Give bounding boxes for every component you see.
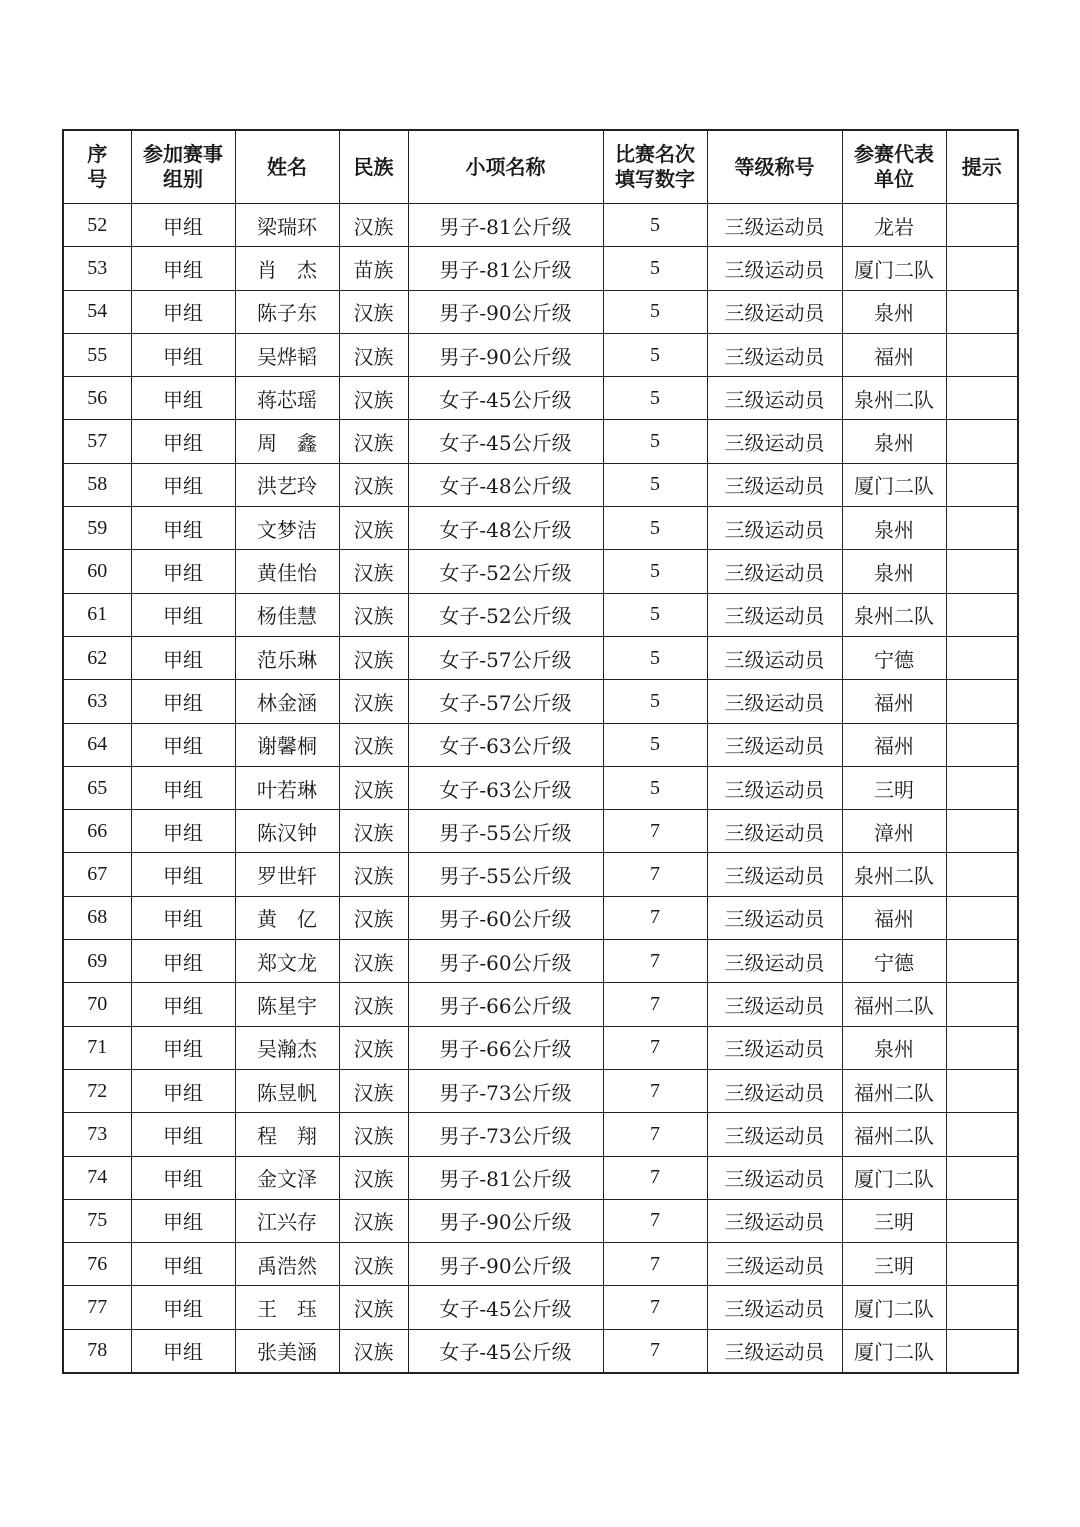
cell-rank: 7 [603,1286,707,1329]
cell-group: 甲组 [131,680,235,723]
cell-event: 男子-90公斤级 [408,333,603,376]
cell-note [946,983,1018,1026]
cell-grade: 三级运动员 [707,983,842,1026]
cell-rank: 5 [603,463,707,506]
cell-event: 女子-63公斤级 [408,723,603,766]
cell-rank: 7 [603,896,707,939]
cell-group: 甲组 [131,723,235,766]
cell-unit: 泉州二队 [842,377,946,420]
cell-ethnicity: 汉族 [339,680,408,723]
cell-unit: 泉州 [842,290,946,333]
cell-rank: 5 [603,420,707,463]
cell-unit: 泉州 [842,1026,946,1069]
cell-name: 周 鑫 [235,420,339,463]
cell-name: 黄 亿 [235,896,339,939]
cell-group: 甲组 [131,247,235,290]
cell-note [946,723,1018,766]
cell-unit: 厦门二队 [842,1286,946,1329]
cell-group: 甲组 [131,507,235,550]
cell-ethnicity: 苗族 [339,247,408,290]
cell-unit: 福州 [842,333,946,376]
cell-event: 女子-57公斤级 [408,636,603,679]
table-row [63,420,1018,463]
cell-rank: 5 [603,550,707,593]
col-header-rank: 比赛名次 填写数字 [603,130,707,204]
cell-index: 63 [63,680,131,723]
cell-name: 王 珏 [235,1286,339,1329]
cell-group: 甲组 [131,636,235,679]
cell-note [946,896,1018,939]
cell-grade: 三级运动员 [707,420,842,463]
cell-rank: 5 [603,680,707,723]
col-header-unit: 参赛代表 单位 [842,130,946,204]
cell-note [946,1113,1018,1156]
cell-rank: 5 [603,290,707,333]
cell-unit: 宁德 [842,940,946,983]
cell-grade: 三级运动员 [707,1329,842,1373]
table-row [63,377,1018,420]
cell-unit: 泉州 [842,507,946,550]
cell-group: 甲组 [131,940,235,983]
cell-event: 男子-81公斤级 [408,1156,603,1199]
cell-group: 甲组 [131,204,235,247]
cell-grade: 三级运动员 [707,723,842,766]
cell-unit: 厦门二队 [842,1156,946,1199]
cell-ethnicity: 汉族 [339,810,408,853]
cell-grade: 三级运动员 [707,507,842,550]
cell-rank: 7 [603,1156,707,1199]
cell-note [946,247,1018,290]
cell-index: 60 [63,550,131,593]
cell-rank: 5 [603,723,707,766]
cell-ethnicity: 汉族 [339,1243,408,1286]
table-row [63,333,1018,376]
cell-ethnicity: 汉族 [339,766,408,809]
cell-group: 甲组 [131,810,235,853]
cell-ethnicity: 汉族 [339,463,408,506]
cell-index: 75 [63,1199,131,1242]
cell-ethnicity: 汉族 [339,853,408,896]
cell-group: 甲组 [131,1243,235,1286]
cell-note [946,1026,1018,1069]
cell-name: 金文泽 [235,1156,339,1199]
cell-event: 女子-52公斤级 [408,550,603,593]
cell-group: 甲组 [131,1156,235,1199]
cell-unit: 漳州 [842,810,946,853]
cell-event: 女子-45公斤级 [408,1286,603,1329]
cell-event: 女子-57公斤级 [408,680,603,723]
cell-grade: 三级运动员 [707,1069,842,1112]
cell-ethnicity: 汉族 [339,593,408,636]
table-row [63,1286,1018,1329]
cell-grade: 三级运动员 [707,1113,842,1156]
table-row [63,463,1018,506]
cell-ethnicity: 汉族 [339,1069,408,1112]
cell-event: 男子-73公斤级 [408,1069,603,1112]
cell-name: 罗世轩 [235,853,339,896]
cell-name: 谢馨桐 [235,723,339,766]
cell-rank: 7 [603,810,707,853]
cell-index: 67 [63,853,131,896]
cell-ethnicity: 汉族 [339,1286,408,1329]
cell-rank: 5 [603,507,707,550]
cell-index: 55 [63,333,131,376]
cell-grade: 三级运动员 [707,290,842,333]
cell-note [946,290,1018,333]
cell-ethnicity: 汉族 [339,1026,408,1069]
cell-index: 65 [63,766,131,809]
cell-note [946,766,1018,809]
cell-unit: 福州二队 [842,1113,946,1156]
cell-rank: 7 [603,1329,707,1373]
cell-index: 57 [63,420,131,463]
cell-unit: 福州 [842,896,946,939]
results-table [62,129,1019,1374]
cell-rank: 7 [603,1113,707,1156]
cell-ethnicity: 汉族 [339,333,408,376]
table-row [63,1329,1018,1373]
cell-grade: 三级运动员 [707,247,842,290]
cell-group: 甲组 [131,463,235,506]
cell-ethnicity: 汉族 [339,507,408,550]
cell-grade: 三级运动员 [707,550,842,593]
table-row [63,204,1018,247]
cell-index: 62 [63,636,131,679]
cell-unit: 泉州二队 [842,593,946,636]
cell-unit: 厦门二队 [842,463,946,506]
cell-note [946,593,1018,636]
cell-event: 男子-60公斤级 [408,896,603,939]
cell-name: 程 翔 [235,1113,339,1156]
cell-grade: 三级运动员 [707,766,842,809]
cell-rank: 7 [603,1243,707,1286]
cell-ethnicity: 汉族 [339,420,408,463]
cell-index: 78 [63,1329,131,1373]
cell-event: 女子-45公斤级 [408,1329,603,1373]
cell-name: 禹浩然 [235,1243,339,1286]
cell-grade: 三级运动员 [707,463,842,506]
cell-name: 吴瀚杰 [235,1026,339,1069]
cell-name: 张美涵 [235,1329,339,1373]
cell-index: 71 [63,1026,131,1069]
cell-index: 59 [63,507,131,550]
cell-ethnicity: 汉族 [339,636,408,679]
table-row [63,290,1018,333]
cell-grade: 三级运动员 [707,1243,842,1286]
cell-grade: 三级运动员 [707,810,842,853]
cell-index: 70 [63,983,131,1026]
cell-index: 73 [63,1113,131,1156]
col-header-grade: 等级称号 [707,130,842,204]
table-row [63,1156,1018,1199]
cell-group: 甲组 [131,1199,235,1242]
cell-event: 男子-66公斤级 [408,1026,603,1069]
cell-group: 甲组 [131,290,235,333]
table-row [63,723,1018,766]
cell-ethnicity: 汉族 [339,940,408,983]
cell-group: 甲组 [131,766,235,809]
table-row [63,507,1018,550]
cell-note [946,853,1018,896]
col-header-name: 姓名 [235,130,339,204]
cell-event: 男子-60公斤级 [408,940,603,983]
table-row [63,636,1018,679]
col-header-group: 参加赛事 组别 [131,130,235,204]
table-row [63,680,1018,723]
cell-ethnicity: 汉族 [339,1156,408,1199]
cell-grade: 三级运动员 [707,896,842,939]
cell-event: 男子-81公斤级 [408,247,603,290]
cell-name: 肖 杰 [235,247,339,290]
cell-index: 76 [63,1243,131,1286]
cell-name: 陈昱帆 [235,1069,339,1112]
cell-group: 甲组 [131,1026,235,1069]
cell-unit: 泉州 [842,420,946,463]
cell-name: 陈星宇 [235,983,339,1026]
cell-grade: 三级运动员 [707,593,842,636]
cell-name: 吴烨韬 [235,333,339,376]
cell-note [946,680,1018,723]
table-row [63,1199,1018,1242]
cell-name: 林金涵 [235,680,339,723]
cell-rank: 7 [603,1026,707,1069]
cell-rank: 7 [603,983,707,1026]
cell-group: 甲组 [131,853,235,896]
cell-name: 陈汉钟 [235,810,339,853]
cell-name: 范乐琳 [235,636,339,679]
cell-rank: 7 [603,1199,707,1242]
cell-event: 女子-52公斤级 [408,593,603,636]
table-row [63,940,1018,983]
cell-index: 54 [63,290,131,333]
cell-rank: 7 [603,853,707,896]
cell-grade: 三级运动员 [707,1026,842,1069]
cell-group: 甲组 [131,896,235,939]
cell-rank: 7 [603,1069,707,1112]
col-header-index: 序 号 [63,130,131,204]
cell-note [946,1329,1018,1373]
cell-note [946,1286,1018,1329]
cell-grade: 三级运动员 [707,204,842,247]
cell-index: 77 [63,1286,131,1329]
cell-unit: 福州 [842,680,946,723]
cell-index: 74 [63,1156,131,1199]
cell-group: 甲组 [131,1069,235,1112]
cell-group: 甲组 [131,593,235,636]
cell-unit: 厦门二队 [842,1329,946,1373]
cell-grade: 三级运动员 [707,940,842,983]
cell-event: 男子-90公斤级 [408,290,603,333]
cell-index: 58 [63,463,131,506]
cell-ethnicity: 汉族 [339,983,408,1026]
cell-rank: 5 [603,247,707,290]
cell-ethnicity: 汉族 [339,377,408,420]
cell-note [946,1069,1018,1112]
cell-name: 江兴存 [235,1199,339,1242]
cell-note [946,550,1018,593]
cell-ethnicity: 汉族 [339,1199,408,1242]
cell-note [946,1156,1018,1199]
cell-name: 陈子东 [235,290,339,333]
cell-ethnicity: 汉族 [339,1329,408,1373]
cell-index: 64 [63,723,131,766]
cell-unit: 厦门二队 [842,247,946,290]
cell-unit: 三明 [842,766,946,809]
cell-event: 男子-73公斤级 [408,1113,603,1156]
cell-grade: 三级运动员 [707,680,842,723]
cell-event: 女子-48公斤级 [408,463,603,506]
cell-rank: 5 [603,377,707,420]
cell-grade: 三级运动员 [707,636,842,679]
cell-group: 甲组 [131,1113,235,1156]
cell-ethnicity: 汉族 [339,1113,408,1156]
cell-name: 洪艺玲 [235,463,339,506]
cell-grade: 三级运动员 [707,1286,842,1329]
cell-note [946,463,1018,506]
cell-note [946,1243,1018,1286]
cell-index: 53 [63,247,131,290]
cell-grade: 三级运动员 [707,333,842,376]
cell-ethnicity: 汉族 [339,204,408,247]
cell-name: 梁瑞环 [235,204,339,247]
cell-name: 叶若琳 [235,766,339,809]
cell-grade: 三级运动员 [707,1199,842,1242]
table-row [63,593,1018,636]
cell-rank: 5 [603,593,707,636]
cell-index: 56 [63,377,131,420]
cell-rank: 5 [603,204,707,247]
cell-note [946,940,1018,983]
cell-unit: 龙岩 [842,204,946,247]
cell-event: 女子-48公斤级 [408,507,603,550]
cell-event: 男子-81公斤级 [408,204,603,247]
table-header-row [63,130,1018,204]
cell-group: 甲组 [131,333,235,376]
cell-event: 男子-90公斤级 [408,1199,603,1242]
cell-event: 女子-63公斤级 [408,766,603,809]
cell-unit: 福州二队 [842,1069,946,1112]
cell-group: 甲组 [131,983,235,1026]
cell-grade: 三级运动员 [707,853,842,896]
cell-unit: 福州 [842,723,946,766]
cell-name: 蒋芯瑶 [235,377,339,420]
cell-note [946,507,1018,550]
cell-index: 66 [63,810,131,853]
cell-unit: 三明 [842,1199,946,1242]
table-row [63,1113,1018,1156]
cell-note [946,377,1018,420]
cell-index: 69 [63,940,131,983]
cell-ethnicity: 汉族 [339,550,408,593]
cell-group: 甲组 [131,1329,235,1373]
cell-note [946,636,1018,679]
cell-unit: 宁德 [842,636,946,679]
cell-ethnicity: 汉族 [339,290,408,333]
cell-index: 52 [63,204,131,247]
cell-group: 甲组 [131,1286,235,1329]
cell-note [946,420,1018,463]
cell-group: 甲组 [131,420,235,463]
cell-name: 郑文龙 [235,940,339,983]
cell-name: 黄佳怡 [235,550,339,593]
cell-rank: 7 [603,940,707,983]
cell-grade: 三级运动员 [707,377,842,420]
table-row [63,896,1018,939]
cell-group: 甲组 [131,377,235,420]
cell-unit: 泉州二队 [842,853,946,896]
cell-unit: 三明 [842,1243,946,1286]
cell-event: 男子-55公斤级 [408,853,603,896]
cell-event: 男子-55公斤级 [408,810,603,853]
col-header-event: 小项名称 [408,130,603,204]
cell-rank: 5 [603,636,707,679]
cell-event: 女子-45公斤级 [408,420,603,463]
table-row [63,1026,1018,1069]
table-row [63,1243,1018,1286]
table-row [63,550,1018,593]
cell-note [946,1199,1018,1242]
cell-name: 文梦洁 [235,507,339,550]
cell-rank: 5 [603,333,707,376]
table-row [63,810,1018,853]
cell-unit: 福州二队 [842,983,946,1026]
cell-ethnicity: 汉族 [339,896,408,939]
cell-grade: 三级运动员 [707,1156,842,1199]
cell-unit: 泉州 [842,550,946,593]
cell-rank: 5 [603,766,707,809]
table-row [63,983,1018,1026]
cell-name: 杨佳慧 [235,593,339,636]
cell-event: 男子-66公斤级 [408,983,603,1026]
col-header-ethnicity: 民族 [339,130,408,204]
cell-event: 男子-90公斤级 [408,1243,603,1286]
cell-index: 61 [63,593,131,636]
cell-index: 72 [63,1069,131,1112]
cell-note [946,333,1018,376]
cell-event: 女子-45公斤级 [408,377,603,420]
col-header-note: 提示 [946,130,1018,204]
cell-index: 68 [63,896,131,939]
table-row [63,853,1018,896]
table-row [63,766,1018,809]
cell-ethnicity: 汉族 [339,723,408,766]
cell-note [946,204,1018,247]
cell-group: 甲组 [131,550,235,593]
table-row [63,247,1018,290]
table-row [63,1069,1018,1112]
cell-note [946,810,1018,853]
